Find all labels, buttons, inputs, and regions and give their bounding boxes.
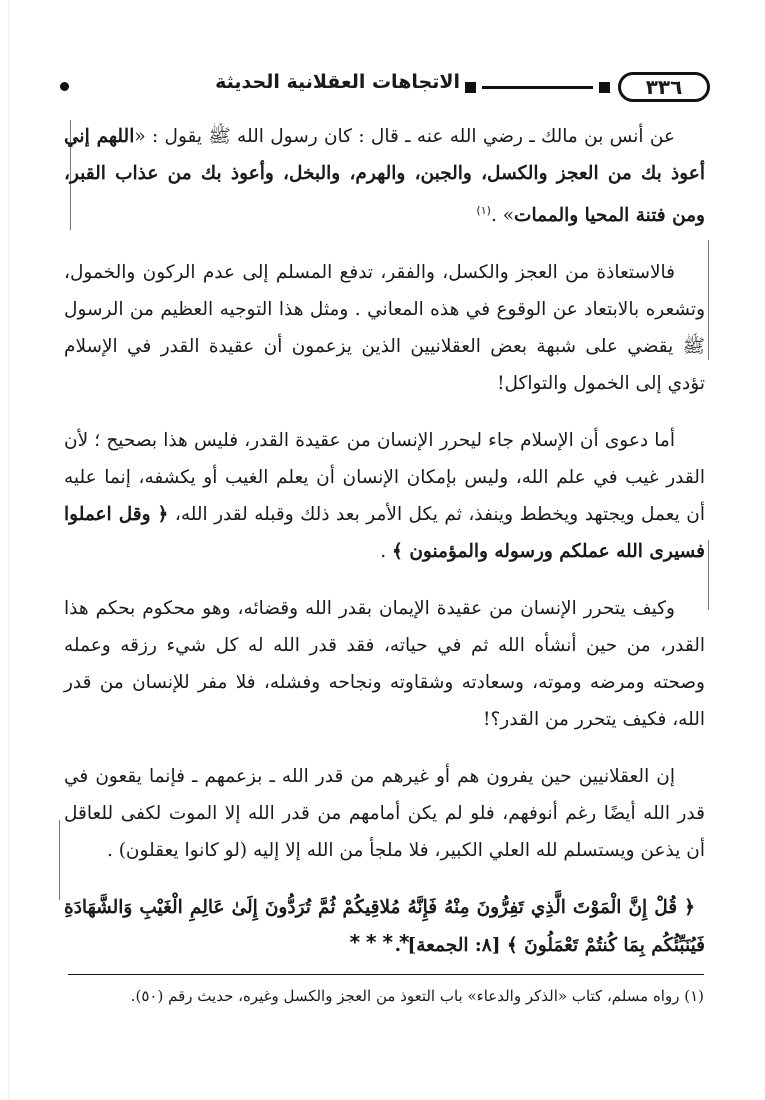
quran-verse: ﴿ قُلْ إِنَّ الْمَوْتَ الَّذِي تَفِرُّونَ مِنْهُ فَإِنَّهُ مُلاقِيكُمْ ثُمَّ تُرَدُّونَ إِلَىٰ عَالِمِ الْغَيْبِ وَالشَّهَادَةِ فَيُنَبِّئُكُم بِمَا كُنتُمْ تَعْمَلُونَ ﴾ [64, 897, 705, 957]
paragraph-text: أما دعوى أن الإسلام جاء ليحرر الإنسان من عقيدة القدر، فليس هذا بصحيح ؛ لأن القدر غيب في علم الله، وليس بإمكان الإنسان أن يعلم الغيب أو يكشفه، إنما عليه أن يعمل ويجتهد ويخطط وينفذ، ثم يكل الأمر بعد ذلك وقبله لقدر الله، [64, 430, 705, 526]
paragraph-end: . [380, 541, 393, 563]
page-header [60, 68, 710, 108]
running-title: الاتجاهات العقلانية الحديثة [215, 71, 460, 93]
paragraph: فالاستعاذة من العجز والكسل، والفقر، تدفع المسلم إلى عدم الركون والخمول، وتشعره بالابتعاد عن الوقوع في هذه المعاني . ومثل هذا التوجيه العظيم من الرسول ﷺ يقضي على شبهة بعض العقلانيين الذين يزعمون أن عقيدة القدر في الإسلام تؤدي إلى الخمول والتواكل! [64, 262, 705, 395]
section-separator: **** [349, 930, 416, 954]
footnote-ref[interactable]: (١) [476, 204, 491, 217]
margin-line [708, 240, 709, 360]
margin-line [59, 820, 60, 900]
page-number: ٣٣٦ [618, 72, 710, 102]
quran-inline-verse: ﴿ وقل اعملوا فسيرى الله عملكم ورسوله والمؤمنون ﴾ [64, 504, 705, 563]
header-ornament-square [465, 82, 476, 93]
paragraph [64, 422, 705, 570]
hadith-outro: » . [490, 205, 515, 227]
header-ornament-line [482, 86, 593, 89]
footnote-divider [68, 974, 704, 975]
main-text [64, 118, 705, 989]
header-ornament-dot [60, 82, 69, 91]
paragraph: وكيف يتحرر الإنسان من عقيدة الإيمان بقدر الله وقضائه، وهو محكوم بحكم هذا القدر، من حين أنشأه الله ثم في حياته، فقد قدر الله له كل شيء رزقه وعمله وصحته ومرضه وموته، وسعادته وشقاوته ونجاحه وفشله، فلا مفر للإنسان من قدر الله، فكيف يتحرر من القدر؟! [64, 598, 705, 731]
margin-line [708, 540, 709, 610]
quran-reference: [٨: الجمعة] . [394, 935, 507, 957]
paragraph: إن العقلانيين حين يفرون هم أو غيرهم من قدر الله ـ بزعمهم ـ فإنما يقعون في قدر الله أيضًا رغم أنوفهم، فلو لم يكن أمامهم من قدر الله إلا الموت لكفى للعاقل أن يذعن ويستسلم لله العلي الكبير، فلا ملجأ من الله إلا إليه (لو كانوا يعقلون) . [64, 766, 705, 862]
paragraph-hadith [64, 118, 705, 234]
hadith-text: اللهم إني أعوذ بك من العجز والكسل، والجبن، والهرم، والبخل، وأعوذ بك من عذاب القبر، ومن فتنة المحيا والممات [64, 126, 705, 227]
hadith-intro: عن أنس بن مالك ـ رضي الله عنه ـ قال : كان رسول الله ﷺ يقول : « [134, 126, 676, 147]
footnote: (١) رواه مسلم، كتاب «الذكر والدعاء» باب التعوذ من العجز والكسل وغيره، حديث رقم (٥٠). [130, 987, 704, 1005]
header-ornament-square [599, 82, 610, 93]
